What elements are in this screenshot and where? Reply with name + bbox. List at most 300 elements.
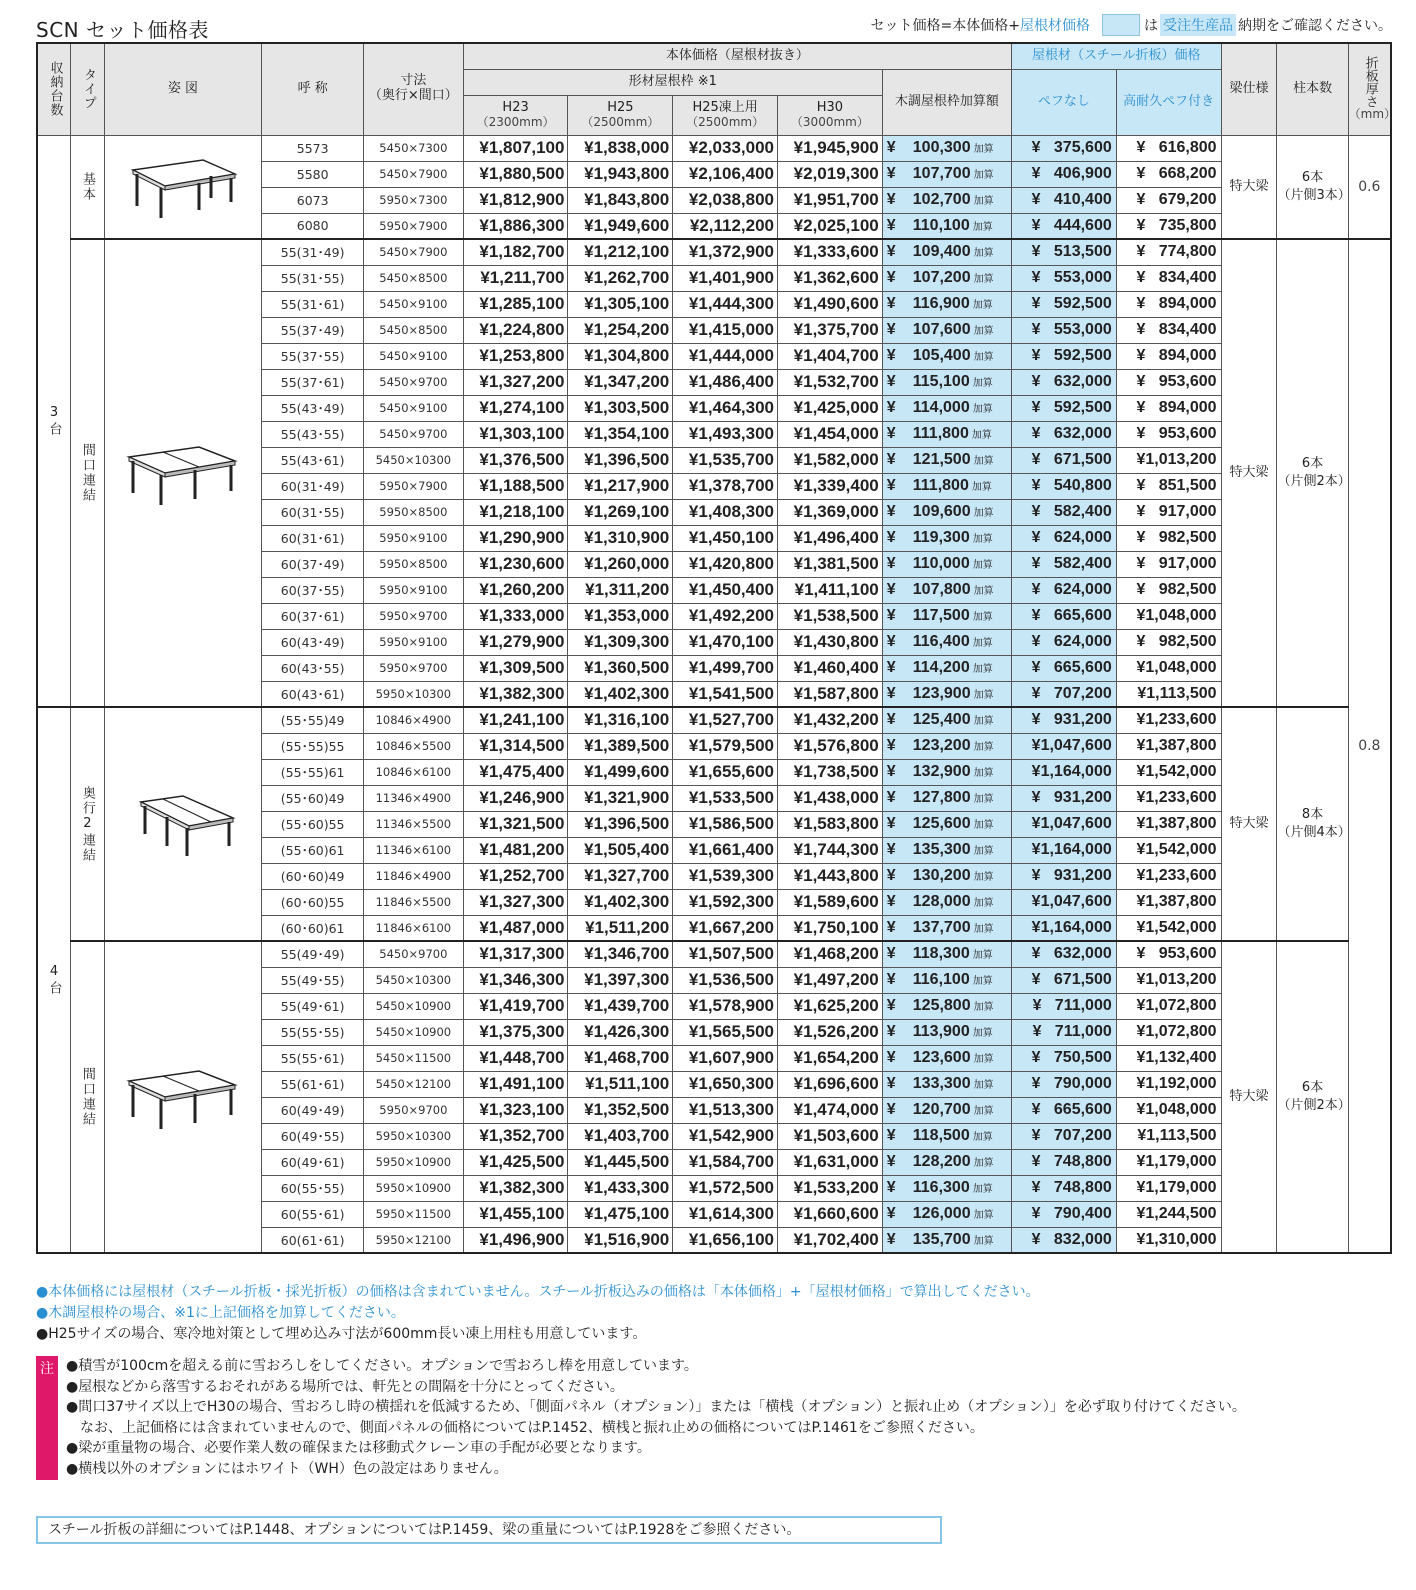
cell-price: ¥1,378,700 [673,473,778,499]
cell-wood: ¥ 116,400 加算 [882,629,1011,655]
cell-roof-pef: ¥ 616,800 [1116,135,1221,161]
cell-price: ¥1,369,000 [778,499,883,525]
cell-price: ¥1,454,000 [778,421,883,447]
cell-name: 60(49･55) [262,1123,364,1149]
cell-name: 55(43･61) [262,447,364,473]
cell-wood: ¥ 118,500 加算 [882,1123,1011,1149]
cell-roof-nopef: ¥ 624,000 [1011,629,1116,655]
cell-price: ¥1,532,700 [778,369,883,395]
cell-dim: 5950×10300 [364,1123,464,1149]
cell-price: ¥1,582,000 [778,447,883,473]
cell-price: ¥1,382,300 [463,681,568,707]
cell-name: (55･60)61 [262,837,364,863]
th-body-price: 本体価格（屋根材抜き） [463,43,1011,69]
cell-wood: ¥ 100,300 加算 [882,135,1011,161]
cell-roof-nopef: ¥ 748,800 [1011,1149,1116,1175]
cell-roof-pef: ¥1,542,000 [1116,915,1221,941]
cell-roof-pef: ¥1,013,200 [1116,447,1221,473]
cell-wood: ¥ 115,100 加算 [882,369,1011,395]
cell-price: ¥1,505,400 [568,837,673,863]
th-h25 [568,95,673,135]
cell-dim: 5450×7900 [364,239,464,265]
cell-roof-pef: ¥ 982,500 [1116,629,1221,655]
cell-price: ¥1,401,900 [673,265,778,291]
th-h25f-label: H25凍上用 [692,99,758,115]
cell-roof-nopef: ¥1,047,600 [1011,889,1116,915]
cell-price: ¥1,949,600 [568,213,673,239]
made-to-order-swatch [1102,14,1140,36]
th-h30-label: H30 [816,99,844,115]
cell-roof-nopef: ¥ 790,400 [1011,1201,1116,1227]
cell-roof-nopef: ¥ 711,000 [1011,1019,1116,1045]
cell-wood: ¥ 123,900 加算 [882,681,1011,707]
cell-wood: ¥ 119,300 加算 [882,525,1011,551]
cell-price: ¥1,587,800 [778,681,883,707]
cell-posts: 6本 （片側2本） [1277,239,1348,707]
cell-roof-pef: ¥1,179,000 [1116,1175,1221,1201]
caution-1: ●積雪が100cmを超える前に雪おろしをしてください。オプションで雪おろし棒を用意しています。 [66,1358,698,1374]
th-posts: 柱本数 [1277,43,1348,135]
cell-roof-pef: ¥1,072,800 [1116,1019,1221,1045]
th-thickness-label: 折板厚さ [1362,56,1378,109]
cell-name: 6073 [262,187,364,213]
cell-dim: 11346×5500 [364,811,464,837]
cell-wood: ¥ 113,900 加算 [882,1019,1011,1045]
cell-dim: 5950×7900 [364,213,464,239]
cell-price: ¥1,448,700 [463,1045,568,1071]
cell-dim: 10846×5500 [364,733,464,759]
cell-price: ¥1,420,800 [673,551,778,577]
cell-wood: ¥ 128,200 加算 [882,1149,1011,1175]
th-units: 収納台数 [37,43,71,135]
cell-roof-pef: ¥ 982,500 [1116,577,1221,603]
cell-price: ¥1,880,500 [463,161,568,187]
cell-wood: ¥ 132,900 加算 [882,759,1011,785]
cell-name: 60(31･61) [262,525,364,551]
cell-price: ¥1,316,100 [568,707,673,733]
cell-price: ¥1,230,600 [463,551,568,577]
cell-price: ¥1,943,800 [568,161,673,187]
cell-name: 5573 [262,135,364,161]
cell-price: ¥1,583,800 [778,811,883,837]
cell-roof-nopef: ¥1,164,000 [1011,759,1116,785]
cell-wood: ¥ 109,400 加算 [882,239,1011,265]
cell-roof-nopef: ¥ 931,200 [1011,707,1116,733]
cell-name: 55(49･61) [262,993,364,1019]
cell-roof-nopef: ¥ 931,200 [1011,785,1116,811]
cell-price: ¥1,314,500 [463,733,568,759]
cell-name: 60(61･61) [262,1227,364,1253]
cell-roof-nopef: ¥ 406,900 [1011,161,1116,187]
figure-diagram [104,941,262,1253]
cell-price: ¥1,425,500 [463,1149,568,1175]
cell-price: ¥1,507,500 [673,941,778,967]
th-wood: 木調屋根枠加算額 [882,69,1011,135]
cell-price: ¥1,438,000 [778,785,883,811]
cell-wood: ¥ 125,600 加算 [882,811,1011,837]
cell-wood: ¥ 107,700 加算 [882,161,1011,187]
cell-price: ¥1,404,700 [778,343,883,369]
th-h30-sub: （3000mm） [790,114,869,129]
cell-wood: ¥ 116,900 加算 [882,291,1011,317]
cell-price: ¥1,492,200 [673,603,778,629]
cell-roof-nopef: ¥ 711,000 [1011,993,1116,1019]
cell-name: 55(49･55) [262,967,364,993]
cell-price: ¥1,486,400 [673,369,778,395]
cell-price: ¥1,481,200 [463,837,568,863]
cell-name: 60(37･55) [262,577,364,603]
cell-dim: 5450×12100 [364,1071,464,1097]
cell-price: ¥1,470,100 [673,629,778,655]
cell-name: 60(31･49) [262,473,364,499]
cell-dim: 5450×9100 [364,291,464,317]
cell-dim: 5450×11500 [364,1045,464,1071]
th-h30 [778,95,883,135]
cell-dim: 5450×10900 [364,1019,464,1045]
cell-roof-pef: ¥ 953,600 [1116,941,1221,967]
cell-price: ¥1,274,100 [463,395,568,421]
cell-name: 55(37･49) [262,317,364,343]
cell-beam: 特大梁 [1221,239,1277,707]
cell-price: ¥1,493,300 [673,421,778,447]
cell-dim: 11846×4900 [364,863,464,889]
cell-price: ¥1,217,900 [568,473,673,499]
cell-roof-pef: ¥1,542,000 [1116,837,1221,863]
cell-wood: ¥ 116,100 加算 [882,967,1011,993]
cell-price: ¥1,702,400 [778,1227,883,1253]
cell-roof-pef: ¥1,387,800 [1116,733,1221,759]
cell-name: 55(37･61) [262,369,364,395]
th-beam: 梁仕様 [1221,43,1277,135]
caution-6: ●横桟以外のオプションにはホワイト（WH）色の設定はありません。 [66,1460,508,1477]
cell-wood: ¥ 133,300 加算 [882,1071,1011,1097]
cell-price: ¥1,455,100 [463,1201,568,1227]
th-dim [364,43,464,135]
cell-price: ¥1,527,700 [673,707,778,733]
cell-name: 55(31･61) [262,291,364,317]
th-h23 [463,95,568,135]
table-row [37,707,1391,733]
cell-wood: ¥ 130,200 加算 [882,863,1011,889]
cell-price: ¥1,372,900 [673,239,778,265]
cell-price: ¥1,269,100 [568,499,673,525]
table-row [37,239,1391,265]
cell-price: ¥1,464,300 [673,395,778,421]
cell-dim: 5450×7300 [364,135,464,161]
cell-price: ¥1,353,000 [568,603,673,629]
caution-lines [66,1356,1246,1479]
cell-roof-nopef: ¥ 707,200 [1011,681,1116,707]
cell-price: ¥1,511,200 [568,915,673,941]
cell-dim: 5950×10300 [364,681,464,707]
cell-price: ¥1,738,500 [778,759,883,785]
cell-roof-pef: ¥ 851,500 [1116,473,1221,499]
cell-roof-nopef: ¥ 832,000 [1011,1227,1116,1253]
cell-name: 60(31･55) [262,499,364,525]
cell-name: (55･60)55 [262,811,364,837]
cell-price: ¥1,339,400 [778,473,883,499]
cell-dim: 5450×10900 [364,993,464,1019]
cell-roof-pef: ¥ 679,200 [1116,187,1221,213]
cell-price: ¥1,497,200 [778,967,883,993]
cell-wood: ¥ 127,800 加算 [882,785,1011,811]
cell-roof-pef: ¥1,132,400 [1116,1045,1221,1071]
cell-price: ¥1,526,200 [778,1019,883,1045]
page-header [36,10,1392,42]
cell-price: ¥2,038,800 [673,187,778,213]
cell-dim: 5450×8500 [364,265,464,291]
cell-price: ¥1,419,700 [463,993,568,1019]
cell-price: ¥1,631,000 [778,1149,883,1175]
cell-price: ¥1,309,300 [568,629,673,655]
cell-wood: ¥ 123,200 加算 [882,733,1011,759]
cell-roof-pef: ¥1,048,000 [1116,1097,1221,1123]
cell-roof-pef: ¥ 917,000 [1116,551,1221,577]
cell-price: ¥1,807,100 [463,135,568,161]
cell-dim: 5950×9100 [364,629,464,655]
cell-name: 60(49･49) [262,1097,364,1123]
cell-price: ¥1,303,100 [463,421,568,447]
cell-price: ¥1,516,900 [568,1227,673,1253]
cell-wood: ¥ 121,500 加算 [882,447,1011,473]
cell-name: 55(49･49) [262,941,364,967]
cell-roof-nopef: ¥ 632,000 [1011,421,1116,447]
cell-wood: ¥ 117,500 加算 [882,603,1011,629]
cell-roof-nopef: ¥ 665,600 [1011,655,1116,681]
cell-price: ¥1,432,200 [778,707,883,733]
cell-wood: ¥ 105,400 加算 [882,343,1011,369]
cell-roof-nopef: ¥ 582,400 [1011,551,1116,577]
cell-posts: 6本 （片側2本） [1277,941,1348,1253]
notes [36,1282,1392,1345]
cell-price: ¥1,327,300 [463,889,568,915]
cell-posts: 6本 （片側3本） [1277,135,1348,239]
cell-roof-nopef: ¥ 582,400 [1011,499,1116,525]
cell-price: ¥1,538,500 [778,603,883,629]
cell-price: ¥1,491,100 [463,1071,568,1097]
cell-wood: ¥ 137,700 加算 [882,915,1011,941]
cell-price: ¥1,211,700 [463,265,568,291]
price-formula-legend [871,14,1392,36]
cell-dim: 10846×4900 [364,707,464,733]
cell-name: 55(55･55) [262,1019,364,1045]
cell-name: 60(43･61) [262,681,364,707]
cell-roof-nopef: ¥ 553,000 [1011,317,1116,343]
cell-price: ¥1,402,300 [568,889,673,915]
cell-dim: 5450×8500 [364,317,464,343]
cell-price: ¥1,411,100 [778,577,883,603]
cell-price: ¥1,843,800 [568,187,673,213]
formula-roof: 屋根材価格 [1020,18,1090,34]
cell-roof-nopef: ¥ 592,500 [1011,395,1116,421]
cell-name: 60(55･61) [262,1201,364,1227]
cell-roof-pef: ¥1,387,800 [1116,889,1221,915]
cell-price: ¥1,945,900 [778,135,883,161]
cell-price: ¥1,321,900 [568,785,673,811]
cell-type: 間口連結 [71,941,105,1253]
cell-price: ¥1,487,000 [463,915,568,941]
cell-roof-pef: ¥ 953,600 [1116,421,1221,447]
cell-price: ¥1,656,100 [673,1227,778,1253]
cell-name: 60(37･49) [262,551,364,577]
cell-price: ¥2,019,300 [778,161,883,187]
caution-3: ●間口37サイズ以上でH30の場合、雪おろし時の横揺れを低減するため、「側面パネル（オプション）」または「横桟（オプション）と振れ止め（オプション）」を必ず取り付けてください。 [66,1399,1246,1415]
cell-roof-pef: ¥1,310,000 [1116,1227,1221,1253]
cell-wood: ¥ 135,300 加算 [882,837,1011,863]
th-h25f-sub: （2500mm） [686,114,765,129]
cell-price: ¥1,317,300 [463,941,568,967]
cell-roof-pef: ¥1,179,000 [1116,1149,1221,1175]
cell-dim: 5950×10900 [364,1149,464,1175]
cell-wood: ¥ 111,800 加算 [882,421,1011,447]
legend-suffix: 納期をご確認ください。 [1238,18,1392,34]
cell-units: 4台 [37,707,71,1253]
cell-dim: 11346×6100 [364,837,464,863]
page-title: SCN セット価格表 [36,18,209,42]
price-table-body [37,135,1391,1253]
cell-roof-nopef: ¥ 671,500 [1011,967,1116,993]
caution-2: ●屋根などから落雪するおそれがある場所では、軒先との間隔を十分にとってください。 [66,1378,624,1395]
cell-price: ¥1,838,000 [568,135,673,161]
cell-price: ¥1,499,600 [568,759,673,785]
cell-wood: ¥ 114,200 加算 [882,655,1011,681]
cell-type: 間口連結 [71,239,105,707]
cell-roof-nopef: ¥ 632,000 [1011,369,1116,395]
cell-wood: ¥ 123,600 加算 [882,1045,1011,1071]
cell-price: ¥1,444,000 [673,343,778,369]
cell-roof-nopef: ¥ 444,600 [1011,213,1116,239]
price-table [36,42,1397,1254]
reference-box: スチール折板の詳細についてはP.1448、オプションについてはP.1459、梁の重量についてはP.1928をご参照ください。 [36,1516,942,1544]
cell-dim: 5950×12100 [364,1227,464,1253]
cell-roof-pef: ¥1,072,800 [1116,993,1221,1019]
cell-name: (55･55)55 [262,733,364,759]
cell-roof-pef: ¥1,113,500 [1116,681,1221,707]
cell-name: 55(61･61) [262,1071,364,1097]
cell-roof-pef: ¥1,192,000 [1116,1071,1221,1097]
cell-price: ¥1,382,300 [463,1175,568,1201]
caution-5: ●梁が重量物の場合、必要作業人数の確保または移動式クレーン車の手配が必要となります。 [66,1440,651,1456]
cell-wood: ¥ 107,600 加算 [882,317,1011,343]
cell-roof-nopef: ¥ 665,600 [1011,603,1116,629]
cell-name: 60(43･55) [262,655,364,681]
cell-dim: 5450×10300 [364,447,464,473]
cell-price: ¥1,241,100 [463,707,568,733]
cell-price: ¥1,425,000 [778,395,883,421]
cell-dim: 5950×10900 [364,1175,464,1201]
cell-price: ¥1,475,400 [463,759,568,785]
cell-price: ¥1,260,200 [463,577,568,603]
cell-name: 60(43･49) [262,629,364,655]
cell-roof-pef: ¥ 668,200 [1116,161,1221,187]
cell-price: ¥1,667,200 [673,915,778,941]
cell-wood: ¥ 126,000 加算 [882,1201,1011,1227]
cell-wood: ¥ 128,000 加算 [882,889,1011,915]
cell-name: 55(43･49) [262,395,364,421]
th-frame: 形材屋根枠 ※1 [463,69,882,95]
th-h25f [673,95,778,135]
cell-roof-nopef: ¥ 750,500 [1011,1045,1116,1071]
cell-price: ¥1,305,100 [568,291,673,317]
cell-price: ¥1,576,800 [778,733,883,759]
cell-roof-nopef: ¥ 553,000 [1011,265,1116,291]
cell-roof-nopef: ¥ 671,500 [1011,447,1116,473]
cell-price: ¥1,396,500 [568,447,673,473]
cell-name: 55(31･49) [262,239,364,265]
cell-price: ¥1,536,500 [673,967,778,993]
cell-price: ¥1,311,200 [568,577,673,603]
cell-price: ¥1,375,700 [778,317,883,343]
cell-price: ¥2,106,400 [673,161,778,187]
cell-price: ¥1,327,200 [463,369,568,395]
cell-dim: 5950×9700 [364,655,464,681]
cell-price: ¥1,224,800 [463,317,568,343]
cell-roof-pef: ¥ 894,000 [1116,395,1221,421]
cell-dim: 5450×9700 [364,369,464,395]
cell-price: ¥1,346,700 [568,941,673,967]
cell-price: ¥1,246,900 [463,785,568,811]
cell-name: 60(49･61) [262,1149,364,1175]
cell-roof-pef: ¥ 894,000 [1116,343,1221,369]
cell-price: ¥1,310,900 [568,525,673,551]
cell-price: ¥1,443,800 [778,863,883,889]
cell-roof-pef: ¥1,048,000 [1116,655,1221,681]
cell-price: ¥1,323,100 [463,1097,568,1123]
cell-wood: ¥ 107,200 加算 [882,265,1011,291]
cell-posts: 8本 （片側4本） [1277,707,1348,941]
cell-roof-nopef: ¥ 632,000 [1011,941,1116,967]
cell-roof-nopef: ¥ 540,800 [1011,473,1116,499]
cell-dim: 5450×9100 [364,343,464,369]
cell-roof-pef: ¥1,233,600 [1116,785,1221,811]
formula-prefix: セット価格=本体価格+ [870,18,1020,34]
cell-price: ¥1,650,300 [673,1071,778,1097]
cell-price: ¥1,565,500 [673,1019,778,1045]
cell-price: ¥1,333,000 [463,603,568,629]
cell-price: ¥1,188,500 [463,473,568,499]
cell-beam: 特大梁 [1221,707,1277,941]
cell-price: ¥1,655,600 [673,759,778,785]
th-h23-sub: （2300mm） [476,114,555,129]
cell-price: ¥1,346,300 [463,967,568,993]
cell-wood: ¥ 109,600 加算 [882,499,1011,525]
cell-roof-nopef: ¥ 748,800 [1011,1175,1116,1201]
cell-price: ¥1,426,300 [568,1019,673,1045]
cell-wood: ¥ 125,400 加算 [882,707,1011,733]
cell-price: ¥1,513,300 [673,1097,778,1123]
made-to-order-label: 受注生産品 [1160,14,1236,36]
cell-price: ¥1,260,000 [568,551,673,577]
th-name: 呼 称 [262,43,364,135]
cell-roof-pef: ¥1,233,600 [1116,707,1221,733]
cell-price: ¥1,321,500 [463,811,568,837]
cell-type: 基本 [71,135,105,239]
cell-roof-nopef: ¥ 592,500 [1011,343,1116,369]
cell-beam: 特大梁 [1221,135,1277,239]
cell-price: ¥1,333,600 [778,239,883,265]
cell-wood: ¥ 111,800 加算 [882,473,1011,499]
cell-roof-pef: ¥ 735,800 [1116,213,1221,239]
cell-price: ¥1,607,900 [673,1045,778,1071]
th-dim-sub: （奥行×間口） [368,88,458,104]
cell-roof-nopef: ¥ 624,000 [1011,525,1116,551]
cell-price: ¥1,430,800 [778,629,883,655]
cell-name: 55(43･55) [262,421,364,447]
cell-roof-nopef: ¥1,164,000 [1011,837,1116,863]
cell-price: ¥1,408,300 [673,499,778,525]
cell-name: (60･60)55 [262,889,364,915]
cell-roof-pef: ¥ 774,800 [1116,239,1221,265]
